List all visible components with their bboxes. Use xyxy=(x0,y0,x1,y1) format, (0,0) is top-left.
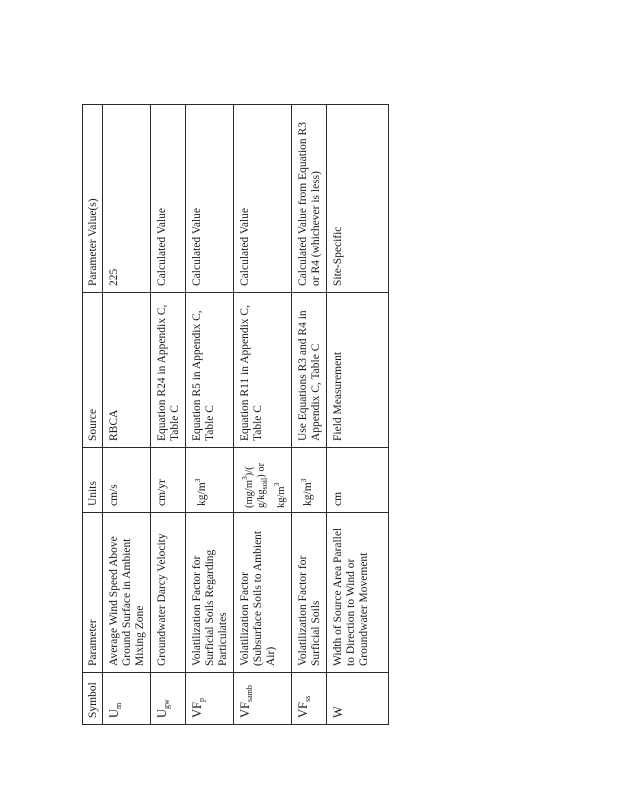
table-row xyxy=(327,105,389,725)
header-symbol: Symbol xyxy=(83,673,103,725)
symbol-text: VF xyxy=(190,702,204,718)
units-text: kg/m xyxy=(196,482,208,506)
parameter-cell: Volatilization Factor (Subsurface Soils to Ambient Air) xyxy=(234,513,292,673)
source-cell: Field Measurement xyxy=(327,293,389,448)
units-text: kg/m xyxy=(302,482,314,506)
symbol-subscript: m xyxy=(114,702,123,709)
symbol-text: U xyxy=(107,708,121,718)
value-cell: 225 xyxy=(103,105,151,293)
header-value: Parameter Value(s) xyxy=(83,105,103,293)
units-cell xyxy=(234,448,292,513)
parameter-cell: Groundwater Darcy Velocity xyxy=(151,513,186,673)
units-text: g/kg xyxy=(256,489,267,508)
header-parameter: Parameter xyxy=(83,513,103,673)
header-units: Units xyxy=(83,448,103,513)
source-cell: Equation R5 in Appendix C, Table C xyxy=(186,293,234,448)
units-subscript: soil xyxy=(260,477,269,490)
symbol-cell xyxy=(234,673,292,725)
source-cell: Equation R11 in Appendix C, Table C xyxy=(234,293,292,448)
value-cell: Calculated Value xyxy=(151,105,186,293)
units-superscript: 3 xyxy=(193,478,202,483)
value-cell: Calculated Value xyxy=(234,105,292,293)
parameter-cell: Volatilization Factor for Surficial Soils Regarding Particulates xyxy=(186,513,234,673)
value-cell: Calculated Value xyxy=(186,105,234,293)
symbol-subscript: samb xyxy=(245,685,254,703)
source-cell: Use Equations R3 and R4 in Appendix C, Table C xyxy=(292,293,327,448)
table-row xyxy=(151,105,186,725)
units-cell: cm xyxy=(327,448,389,513)
header-source: Source xyxy=(83,293,103,448)
table-row xyxy=(103,105,151,725)
symbol-cell xyxy=(327,673,389,725)
value-cell: Calculated Value from Equation R3 or R4 (whichever is less) xyxy=(292,105,327,293)
parameter-cell: Average Wind Speed Above Ground Surface in Ambient Mixing Zone xyxy=(103,513,151,673)
units-superscript: 3 xyxy=(299,478,308,483)
symbol-cell xyxy=(103,673,151,725)
table-header-row xyxy=(83,105,103,725)
symbol-subscript: p xyxy=(197,698,206,703)
table-row xyxy=(292,105,327,725)
symbol-cell xyxy=(151,673,186,725)
symbol-cell xyxy=(292,673,327,725)
units-superscript: 3 xyxy=(272,482,281,487)
table-row xyxy=(186,105,234,725)
symbol-subscript: ss xyxy=(303,695,312,703)
parameter-cell: Width of Source Area Parallel to Direction to Wind or Groundwater Movement xyxy=(327,513,389,673)
value-cell: Site-Specific xyxy=(327,105,389,293)
units-text: (mg/m xyxy=(244,480,255,508)
symbol-text: U xyxy=(155,708,169,718)
units-superscript: 3 xyxy=(240,476,249,480)
rotated-table-container xyxy=(82,105,370,725)
units-cell: cm/yr xyxy=(151,448,186,513)
units-cell xyxy=(186,448,234,513)
units-text: kg/m xyxy=(276,486,287,508)
units-cell xyxy=(292,448,327,513)
units-cell: cm/s xyxy=(103,448,151,513)
symbol-text: VF xyxy=(238,702,252,718)
source-cell: Equation R24 in Appendix C, Table C xyxy=(151,293,186,448)
parameter-table xyxy=(82,104,389,725)
units-text: ) or xyxy=(256,462,267,478)
symbol-subscript: gw xyxy=(162,699,171,709)
table-row xyxy=(234,105,292,725)
parameter-cell: Volatilization Factor for Surficial Soils xyxy=(292,513,327,673)
symbol-text: W xyxy=(331,706,345,718)
source-cell: RBCA xyxy=(103,293,151,448)
symbol-text: VF xyxy=(296,702,310,718)
units-text: )/( xyxy=(244,466,255,477)
symbol-cell xyxy=(186,673,234,725)
